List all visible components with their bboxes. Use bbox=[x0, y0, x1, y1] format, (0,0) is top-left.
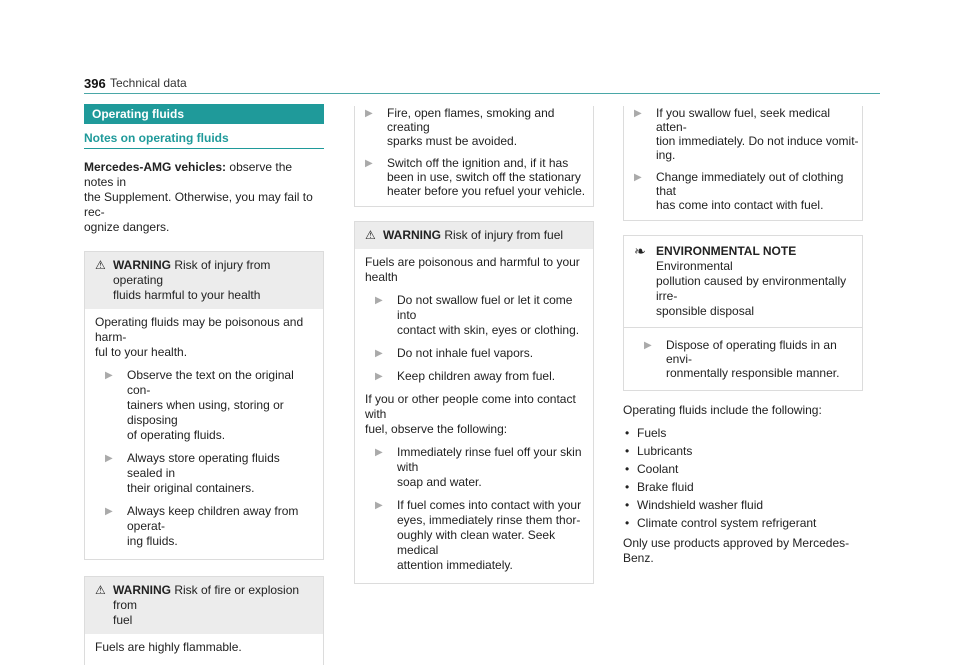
warning-label: WARNING bbox=[113, 583, 171, 597]
warning-box-injury-fuel bbox=[354, 221, 594, 584]
list-item-text: If you swallow fuel, seek medical atten- tion immediately. Do not induce vomit- ing. bbox=[656, 106, 859, 162]
list-item bbox=[365, 445, 583, 490]
arrow-icon: ▶ bbox=[375, 447, 383, 458]
arrow-icon: ▶ bbox=[375, 295, 383, 306]
environment-leaf-icon: ❧ bbox=[634, 243, 646, 259]
list-item bbox=[355, 106, 593, 148]
warning-box-injury-operating-fluids bbox=[84, 251, 324, 560]
bullet-icon: • bbox=[625, 462, 630, 476]
arrow-icon: ▶ bbox=[634, 108, 642, 119]
list-item bbox=[365, 498, 583, 573]
warning-box-fire-explosion bbox=[84, 576, 324, 665]
list-item bbox=[365, 369, 583, 384]
bullet-icon: • bbox=[625, 498, 630, 512]
warning-title bbox=[113, 258, 313, 303]
intro-text: observe the notes in the Supplement. Otherwise, you may fail to rec- ognize dangers. bbox=[84, 160, 313, 234]
list-item-text: Coolant bbox=[637, 462, 679, 476]
warning-icon: ⚠ bbox=[95, 583, 106, 597]
arrow-icon: ▶ bbox=[365, 108, 373, 119]
list-item bbox=[355, 156, 593, 198]
list-item bbox=[634, 338, 852, 380]
list-item-text: Do not swallow fuel or let it come into contact with skin, eyes or clothing. bbox=[397, 293, 580, 337]
list-item bbox=[623, 496, 863, 514]
warning-header bbox=[85, 577, 323, 634]
warning-icon: ⚠ bbox=[95, 258, 106, 272]
list-item-text: Keep children away from fuel. bbox=[397, 369, 556, 383]
environmental-note-text: Environmental pollution caused by environmentally irre- sponsible disposal bbox=[656, 259, 847, 318]
section-title: Technical data bbox=[110, 76, 187, 90]
arrow-icon: ▶ bbox=[105, 370, 113, 381]
environmental-note-header bbox=[624, 236, 862, 327]
list-item-text: Fuels bbox=[637, 426, 667, 440]
final-note: Only use products approved by Mercedes-Benz. bbox=[623, 536, 850, 565]
arrow-icon: ▶ bbox=[644, 340, 652, 351]
list-item-text: Fire, open flames, smoking and creating sparks must be avoided. bbox=[387, 106, 555, 148]
list-item bbox=[623, 478, 863, 496]
bullet-icon: • bbox=[625, 444, 630, 458]
bullet-icon: • bbox=[625, 480, 630, 494]
list-item bbox=[95, 368, 313, 443]
warning-body-text-2: If you or other people come into contact with fuel, observe the following: bbox=[365, 392, 576, 436]
list-item-text: Windshield washer fluid bbox=[637, 498, 764, 512]
list-item bbox=[95, 451, 313, 496]
list-item-text: Observe the text on the original con- tainers when using, storing or disposing of operating fluids. bbox=[127, 368, 294, 442]
warning-title-text: Risk of injury from operating fluids harmful to your health bbox=[113, 258, 271, 302]
warning-body-text: Operating fluids may be poisonous and harm- ful to your health. bbox=[95, 315, 304, 359]
list-item-text: Do not inhale fuel vapors. bbox=[397, 346, 534, 360]
environmental-note-label: ENVIRONMENTAL NOTE bbox=[656, 244, 797, 258]
warning-title bbox=[113, 583, 313, 628]
intro-paragraph bbox=[84, 160, 324, 235]
list-intro: Operating fluids include the following: bbox=[623, 403, 822, 417]
list-item-text: Climate control system refrigerant bbox=[637, 516, 817, 530]
warning-icon: ⚠ bbox=[365, 228, 376, 242]
intro-bold: Mercedes-AMG vehicles: bbox=[84, 160, 227, 174]
page-header bbox=[84, 76, 880, 94]
list-item-text: Brake fluid bbox=[637, 480, 694, 494]
column-1 bbox=[84, 104, 324, 665]
warning-header bbox=[85, 252, 323, 309]
list-item-text: Always keep children away from operat- ing fluids. bbox=[127, 504, 299, 548]
arrow-icon: ▶ bbox=[105, 506, 113, 517]
warning-body bbox=[85, 309, 323, 559]
page-number: 396 bbox=[84, 76, 106, 91]
list-item-text: Always store operating fluids sealed in their original containers. bbox=[127, 451, 280, 495]
bullet-icon: • bbox=[625, 426, 630, 440]
arrow-icon: ▶ bbox=[375, 371, 383, 382]
arrow-icon: ▶ bbox=[375, 500, 383, 511]
list-item bbox=[624, 170, 862, 212]
list-item-text: Dispose of operating fluids in an envi- ronmentally responsible manner. bbox=[666, 338, 840, 380]
list-item-text: Lubricants bbox=[637, 444, 693, 458]
warning-header bbox=[355, 222, 593, 249]
fluids-list bbox=[623, 424, 863, 532]
arrow-icon: ▶ bbox=[365, 158, 373, 169]
warning-box-continued bbox=[623, 106, 863, 221]
bullet-icon: • bbox=[625, 516, 630, 530]
warning-body-text: Fuels are poisonous and harmful to your health bbox=[365, 255, 580, 284]
list-item bbox=[365, 293, 583, 338]
warning-body-text: Fuels are highly flammable. bbox=[95, 640, 242, 654]
list-item bbox=[623, 442, 863, 460]
warning-box-continued bbox=[354, 106, 594, 207]
environmental-note-box bbox=[623, 235, 863, 391]
title-bar: Operating fluids bbox=[84, 104, 324, 124]
list-item-text: Switch off the ignition and, if it has been in use, switch off the stationary heater before you refuel your vehicle. bbox=[387, 156, 586, 198]
arrow-icon: ▶ bbox=[634, 172, 642, 183]
warning-title-text: Risk of injury from fuel bbox=[444, 228, 564, 242]
environmental-note-body bbox=[624, 328, 862, 390]
warning-label: WARNING bbox=[113, 258, 171, 272]
list-item-text: If fuel comes into contact with your eyes, immediately rinse them thor- oughly with clean water. Seek medical attention immediately. bbox=[397, 498, 582, 572]
list-item bbox=[365, 346, 583, 361]
list-item bbox=[623, 460, 863, 478]
list-item-text: Change immediately out of clothing that has come into contact with fuel. bbox=[656, 170, 844, 212]
list-item bbox=[623, 514, 863, 532]
list-item-text: Immediately rinse fuel off your skin with soap and water. bbox=[397, 445, 582, 489]
subheading: Notes on operating fluids bbox=[84, 131, 324, 149]
column-2 bbox=[354, 104, 594, 584]
arrow-icon: ▶ bbox=[105, 453, 113, 464]
column-3 bbox=[623, 104, 863, 578]
list-item bbox=[95, 504, 313, 549]
list-item bbox=[623, 424, 863, 442]
arrow-icon: ▶ bbox=[375, 348, 383, 359]
list-item bbox=[624, 106, 862, 162]
header-rule bbox=[84, 93, 880, 94]
environmental-note-title bbox=[656, 244, 852, 319]
warning-label: WARNING bbox=[383, 228, 441, 242]
warning-title bbox=[383, 228, 563, 243]
warning-title-text: Risk of fire or explosion from fuel bbox=[113, 583, 300, 627]
warning-body bbox=[85, 634, 323, 665]
